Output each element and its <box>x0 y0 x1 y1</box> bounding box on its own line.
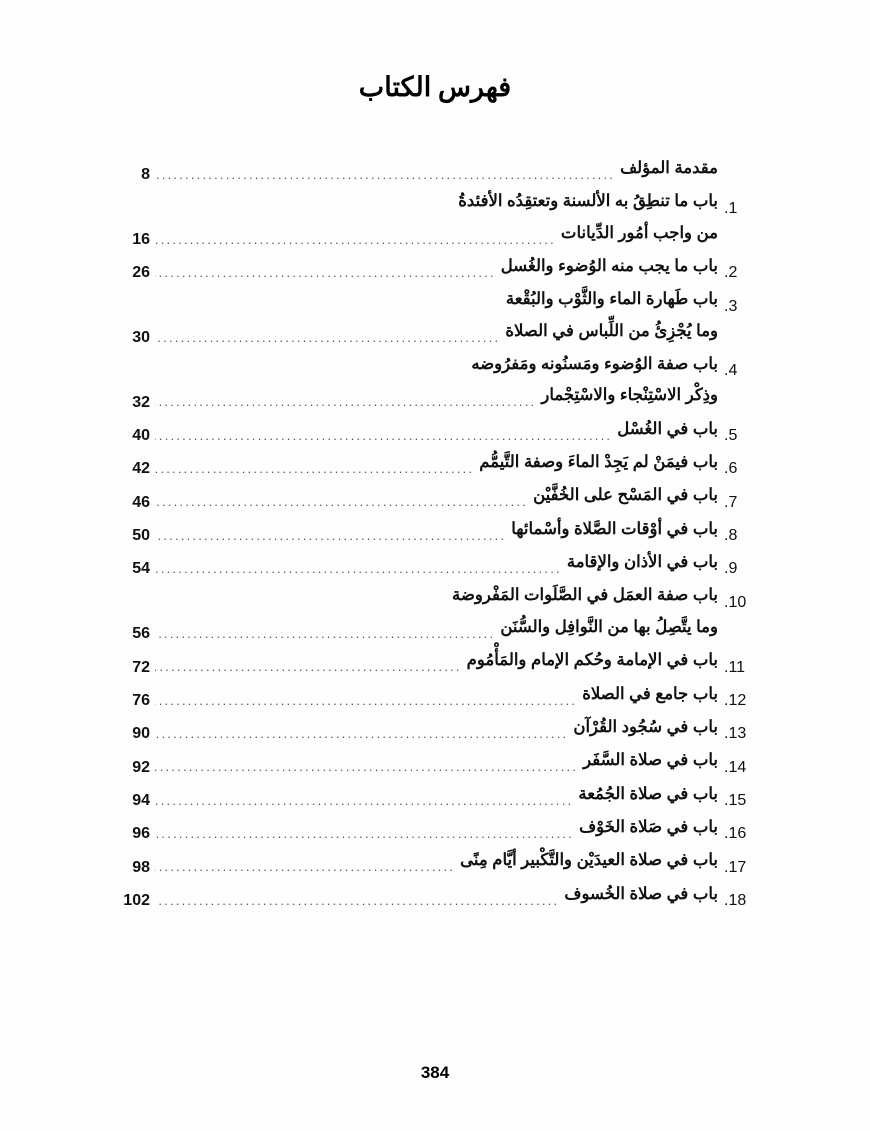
toc-entry-number: 17. <box>724 858 747 876</box>
dot-leader <box>155 496 528 512</box>
toc-row[interactable] <box>120 153 750 184</box>
toc-row-continuation[interactable] <box>120 349 750 380</box>
toc-entry-page-number[interactable]: 40 <box>132 427 150 445</box>
dot-leader <box>155 661 462 677</box>
toc-entry-page-number[interactable]: 76 <box>132 691 150 709</box>
toc-entry-title[interactable]: باب في أوْقات الصَّلاة وأسْمائها <box>511 519 718 538</box>
toc-entry[interactable] <box>120 580 750 643</box>
toc-entry-title[interactable]: باب في صلاة السَّفَر <box>583 751 718 770</box>
toc-entry-number: 4. <box>724 362 738 380</box>
toc-entry-title[interactable]: باب في صلاة الخُسوف <box>564 884 718 903</box>
toc-entry-page-number[interactable]: 54 <box>132 560 150 578</box>
toc-entry-page-number[interactable]: 8 <box>141 166 150 184</box>
toc-entry-number: 2. <box>724 264 738 282</box>
dot-leader <box>155 827 574 843</box>
toc-entry-title[interactable]: باب في صلاة العيدَيْن والتَّكْبير أيَّام مِنًى <box>460 851 718 870</box>
toc-entry-title[interactable]: باب في الأذان والإقامة <box>566 553 718 572</box>
dot-leader <box>155 364 466 380</box>
toc-entry-title[interactable]: باب في صَلاة الخَوْف <box>579 817 718 836</box>
toc-row[interactable] <box>120 845 750 876</box>
toc-row[interactable] <box>120 316 750 347</box>
toc-entry-number: 16. <box>724 825 747 843</box>
toc-entry-title[interactable]: باب ما يجب منه الوُضوء والغُسل <box>500 257 718 276</box>
toc-row[interactable] <box>120 612 750 643</box>
toc-entry[interactable] <box>120 679 750 710</box>
toc-entry-number: 7. <box>724 493 738 511</box>
page-title: فهرس الكتاب <box>358 72 512 102</box>
toc-entry-title[interactable]: باب فيمَنْ لم يَجِدْ الماءَ وصفة التَّيمُّم <box>479 453 718 472</box>
toc-row[interactable] <box>120 679 750 710</box>
toc-entry-title[interactable]: باب في سُجُود القُرْآن <box>573 717 718 736</box>
toc-entry-page-number[interactable]: 32 <box>132 393 150 411</box>
dot-leader <box>155 266 496 282</box>
toc-entry-page-number[interactable]: 90 <box>132 725 150 743</box>
dot-leader <box>155 300 501 316</box>
dot-leader <box>155 794 573 810</box>
toc-entry[interactable] <box>120 284 750 347</box>
dot-leader <box>155 429 612 445</box>
toc-entry-title[interactable]: باب طَهارة الماء والثَّوْب والبُقْعة <box>505 290 718 309</box>
dot-leader <box>155 894 559 910</box>
dot-leader <box>155 529 506 545</box>
toc-entry-title[interactable]: باب جامع في الصلاة <box>582 684 718 703</box>
toc-entry-number: 18. <box>724 891 747 909</box>
dot-leader <box>155 202 453 218</box>
toc-entry-title[interactable]: وما يُجْزِئُ من اللِّباس في الصلاة <box>505 321 718 340</box>
toc-row[interactable] <box>120 645 750 676</box>
toc-entry-title[interactable]: وما يتَّصِلُ بها من النَّوافِل والسُّنَن <box>500 617 718 636</box>
toc-entry-number: 15. <box>724 791 747 809</box>
dot-leader <box>155 168 615 184</box>
toc-row-continuation[interactable] <box>120 580 750 611</box>
dot-leader <box>155 396 536 412</box>
toc-entry[interactable] <box>120 645 750 676</box>
toc-entry[interactable] <box>120 779 750 810</box>
toc-row[interactable] <box>120 414 750 445</box>
table-of-contents <box>0 153 870 910</box>
toc-entry-number: 1. <box>724 199 738 217</box>
toc-entry[interactable] <box>120 447 750 478</box>
toc-entry-number: 6. <box>724 460 738 478</box>
toc-entry-title[interactable]: باب في الغُسْل <box>617 419 718 438</box>
dot-leader <box>155 627 495 643</box>
toc-entry[interactable] <box>120 349 750 412</box>
toc-entry[interactable] <box>120 153 750 184</box>
toc-entry-number: 14. <box>724 758 747 776</box>
toc-row[interactable] <box>120 251 750 282</box>
toc-row[interactable] <box>120 745 750 776</box>
toc-entry-number: 12. <box>724 691 747 709</box>
dot-leader <box>155 761 578 777</box>
toc-entry-title[interactable]: مقدمة المؤلف <box>620 159 718 177</box>
toc-entry[interactable] <box>120 547 750 578</box>
toc-entry-page-number[interactable]: 16 <box>132 231 150 249</box>
dot-leader <box>155 596 447 612</box>
dot-leader <box>155 861 455 877</box>
toc-entry-page-number[interactable]: 42 <box>132 460 150 478</box>
toc-entry[interactable] <box>120 186 750 249</box>
toc-row-continuation[interactable] <box>120 186 750 217</box>
toc-row[interactable] <box>120 812 750 843</box>
toc-entry-page-number[interactable]: 92 <box>132 758 150 776</box>
toc-entry[interactable] <box>120 251 750 282</box>
toc-entry-page-number[interactable]: 56 <box>132 625 150 643</box>
toc-entry[interactable] <box>120 480 750 511</box>
toc-entry-page-number[interactable]: 46 <box>132 493 150 511</box>
dot-leader <box>155 562 562 578</box>
dot-leader <box>155 694 577 710</box>
toc-entry-title[interactable]: باب صفة العمَل في الصَّلَوات المَفْروضة <box>452 586 718 605</box>
page-number-footer: 384 <box>420 1063 450 1082</box>
toc-entry-title[interactable]: باب في الإمامة وحُكم الإمام والمَأْمُوم <box>466 651 718 670</box>
toc-entry[interactable] <box>120 812 750 843</box>
toc-row[interactable] <box>120 779 750 810</box>
toc-entry-number: 3. <box>724 297 738 315</box>
toc-entry-number: 10. <box>724 593 747 611</box>
toc-row[interactable] <box>120 879 750 910</box>
toc-entry-number: 11. <box>724 658 746 676</box>
dot-leader <box>155 462 474 478</box>
dot-leader <box>155 331 500 347</box>
dot-leader <box>155 727 568 743</box>
toc-entry-page-number[interactable]: 94 <box>132 791 150 809</box>
toc-entry[interactable] <box>120 879 750 910</box>
toc-entry-page-number[interactable]: 26 <box>132 264 150 282</box>
toc-row[interactable] <box>120 480 750 511</box>
toc-entry-number: 13. <box>724 725 747 743</box>
toc-entry[interactable] <box>120 745 750 776</box>
dot-leader <box>155 233 556 249</box>
toc-entry-page-number[interactable]: 50 <box>132 527 150 545</box>
toc-entry-title[interactable]: باب في المَسْح على الخُفَّيْن <box>533 486 718 505</box>
toc-row-continuation[interactable] <box>120 284 750 315</box>
toc-entry-page-number[interactable]: 30 <box>132 329 150 347</box>
toc-entry[interactable] <box>120 514 750 545</box>
toc-row[interactable] <box>120 380 750 411</box>
toc-entry-number: 5. <box>724 427 738 445</box>
toc-entry-title[interactable]: وذِكْر الاسْتِنْجاء والاسْتِجْمار <box>541 386 718 405</box>
toc-row[interactable] <box>120 547 750 578</box>
toc-entry-page-number[interactable]: 102 <box>123 891 150 909</box>
toc-entry[interactable] <box>120 845 750 876</box>
toc-entry-page-number[interactable]: 98 <box>132 858 150 876</box>
toc-row[interactable] <box>120 218 750 249</box>
toc-entry-title[interactable]: من واجب أمُور الدِّيانات <box>560 223 718 242</box>
toc-entry-title[interactable]: باب صفة الوُضوء ومَسنُونه ومَفرُوضه <box>471 355 718 374</box>
toc-entry-page-number[interactable]: 96 <box>132 825 150 843</box>
toc-row[interactable] <box>120 712 750 743</box>
toc-entry-title[interactable]: باب في صلاة الجُمُعة <box>578 784 718 803</box>
toc-entry-title[interactable]: باب ما تنطِقُ به الألسنة وتعتقِدُه الأفئدةُ <box>458 192 718 211</box>
toc-row[interactable] <box>120 447 750 478</box>
toc-entry-number: 8. <box>724 527 738 545</box>
toc-row[interactable] <box>120 514 750 545</box>
toc-entry[interactable] <box>120 712 750 743</box>
toc-entry[interactable] <box>120 414 750 445</box>
toc-entry-number: 9. <box>724 560 738 578</box>
toc-entry-page-number[interactable]: 72 <box>132 658 150 676</box>
